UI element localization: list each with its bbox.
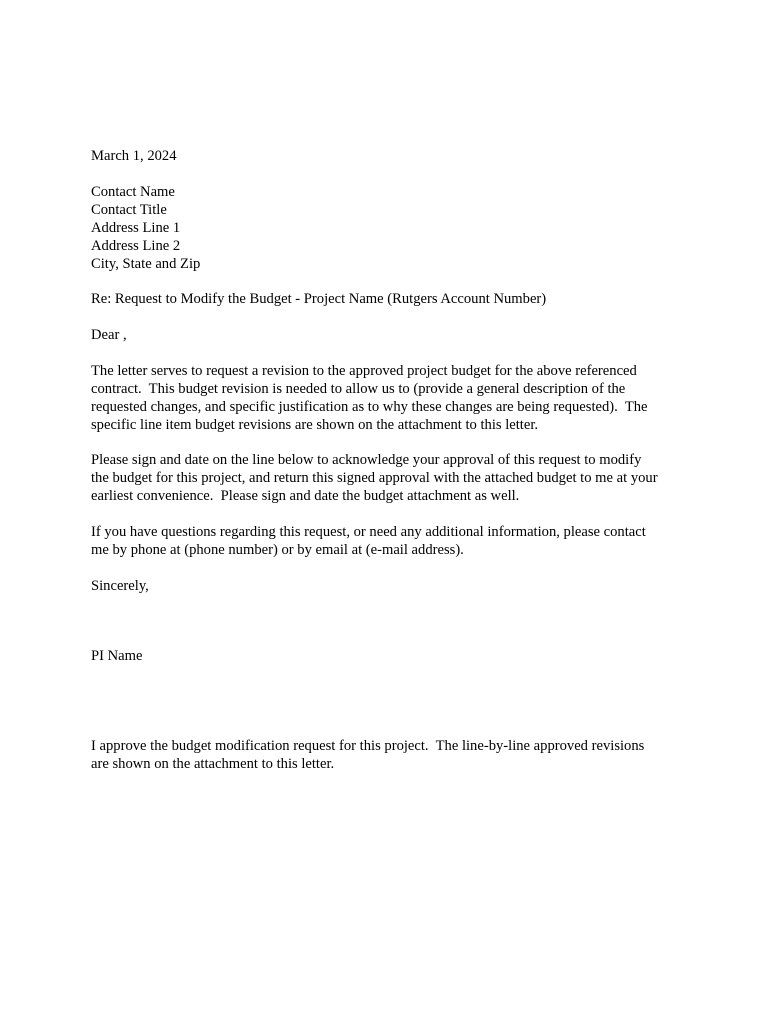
approval-statement <box>91 737 691 773</box>
approval-line: are shown on the attachment to this letter. <box>91 756 335 772</box>
closing <box>91 577 691 595</box>
paragraph-line: The letter serves to request a revision to the approved project budget for the above referenced <box>91 363 637 379</box>
paragraph-line: Please sign and date on the line below to acknowledge your approval of this request to modify <box>91 452 642 468</box>
recipient-city-state-zip: City, State and Zip <box>91 256 201 272</box>
recipient-address <box>91 183 691 273</box>
date-text: March 1, 2024 <box>91 148 177 164</box>
paragraph-line: the budget for this project, and return this signed approval with the attached budget to me at your <box>91 470 658 486</box>
recipient-title: Contact Title <box>91 202 167 218</box>
paragraph-line: requested changes, and specific justification as to why these changes are being requested). The <box>91 399 648 415</box>
closing-text: Sincerely, <box>91 578 149 594</box>
paragraph-line: specific line item budget revisions are shown on the attachment to this letter. <box>91 417 539 433</box>
recipient-address-line-1: Address Line 1 <box>91 220 181 236</box>
paragraph-line: earliest convenience. Please sign and date the budget attachment as well. <box>91 488 520 504</box>
paragraph-line: contract. This budget revision is needed to allow us to (provide a general description of the <box>91 381 626 397</box>
salutation <box>91 326 691 344</box>
recipient-address-line-2: Address Line 2 <box>91 238 181 254</box>
body-paragraph-2 <box>91 451 691 505</box>
approval-line: I approve the budget modification request for this project. The line-by-line approved revisions <box>91 738 645 754</box>
subject-text: Re: Request to Modify the Budget - Project Name (Rutgers Account Number) <box>91 291 547 307</box>
signer-text: PI Name <box>91 648 143 664</box>
body-paragraph-1 <box>91 362 691 434</box>
paragraph-line: me by phone at (phone number) or by email at (e-mail address). <box>91 542 464 558</box>
salutation-text: Dear , <box>91 327 127 343</box>
letter-date <box>91 147 691 165</box>
body-paragraph-3 <box>91 523 691 559</box>
recipient-name: Contact Name <box>91 184 175 200</box>
subject-line <box>91 290 691 308</box>
paragraph-line: If you have questions regarding this request, or need any additional information, please contact <box>91 524 646 540</box>
signer-name <box>91 647 691 665</box>
